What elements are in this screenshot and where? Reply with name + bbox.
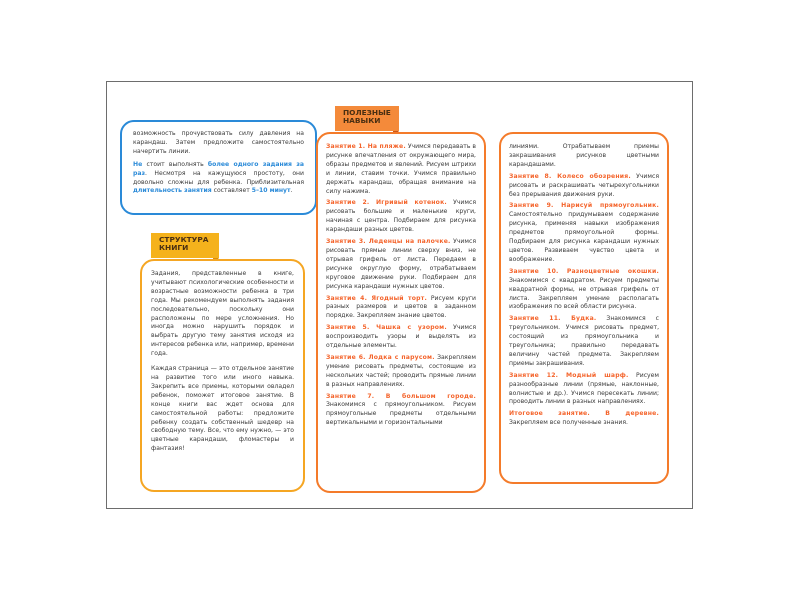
intro-paragraph: возможность прочувствовать силу давления на карандаш. Затем предложите самостоятельно начертить линии. (133, 130, 304, 155)
lesson-7-text: Знакомимся с прямоугольником. Рисуем прямоугольные предметы отдельными вертикальными и горизонтальными (326, 401, 476, 427)
lesson-1-title: Занятие 1. На пляже. (326, 143, 406, 150)
lesson-5-text: Учимся воспроизводить узоры и выделять из отдельные элементы. (326, 324, 477, 350)
lesson-8-text: Учимся рисовать и раскрашивать четырехугольники без прерывания движения руки. (509, 172, 660, 198)
lesson-1-text: Учимся передавать в рисунке впечатления от окружающего мира, образы предметов и явлений. Рисуем штрихи и линии, ставим точки. Учимся правильно держать карандаш, обращая внимание на силу нажима. (326, 143, 476, 195)
lesson-6-text: Закрепляем умение рисовать предметы, состоящие из нескольких частей; проводить прямые линии в разных направлениях. (326, 353, 476, 388)
intro-text-b: стоит выполнять (142, 160, 208, 168)
intro-highlight-minutes: 5–10 минут (251, 187, 291, 195)
book-page (106, 81, 693, 509)
lesson-3-text: Учимся рисовать прямые линии сверху вниз, не отрывая грифель от листа. Передаем в рисунке округлую форму, отрабатываем круговое движение руки. Подбираем для рисунка карандаши нужных цветов. (326, 238, 477, 290)
structure-paragraph-1: Задания, представленные в книге, учитывают психологические особенности и возрастные возможности ребенка в три года. Мы рекомендуем выполнять задания последовательно, поскольку они расположены по мере усложнения. Но иногда можно нарушить порядок и выбрать другую тему занятия исходя из интересов ребенка или, например, времени года. (151, 270, 294, 358)
skills-tag-line1: ПОЛЕЗНЫЕ (343, 108, 391, 117)
skills-box-1 (316, 132, 486, 493)
lesson-4-text: Рисуем круги разных размеров и цветов в заданном порядке. Закрепляем знание цветов. (326, 294, 476, 320)
lesson-3-title: Занятие 3. Леденцы на палочке. (326, 238, 451, 246)
intro-text-f: составляет (211, 187, 252, 195)
lesson-12-text: Рисуем разнообразные линии (прямые, наклонные, волнистые и др.). Учимся пересекать линии; проводить линии в разных направлениях. (509, 371, 659, 406)
lesson-8-title: Занятие 8. Колесо обозрения. (509, 172, 631, 180)
skills-box-2 (499, 132, 669, 484)
lesson-7 (326, 393, 476, 429)
lesson-final (509, 410, 659, 428)
intro-box (120, 120, 317, 215)
skills-tag (335, 106, 399, 131)
lesson-9 (509, 202, 659, 264)
lesson-8 (509, 173, 659, 200)
lesson-10-text: Знакомимся с квадратом. Рисуем предметы квадратной формы, не отрывая грифель от листа. Закрепляем умение располагать изображения по всей области рисунка. (509, 276, 659, 311)
intro-text-h: . (290, 187, 293, 195)
intro-highlight-ne: Не (133, 160, 143, 168)
skills-tag-line2: НАВЫКИ (343, 116, 381, 126)
lesson-1 (326, 143, 476, 196)
lesson-7-title: Занятие 7. В большом городе. (326, 392, 476, 400)
lesson-6 (326, 354, 476, 390)
lesson-2 (326, 199, 476, 235)
lesson-10 (509, 268, 659, 313)
lesson-4 (326, 295, 476, 322)
lesson-final-text: Закрепляем все полученные знания. (509, 419, 628, 427)
lesson-11-title: Занятие 11. Будка. (509, 315, 597, 323)
lesson-12-title: Занятие 12. Модный шарф. (509, 371, 629, 379)
intro-note (133, 161, 304, 197)
lesson-11 (509, 315, 659, 368)
lesson-10-title: Занятие 10. Разноцветные окошки. (509, 267, 659, 275)
structure-box (140, 259, 305, 492)
structure-tag-line2: КНИГИ (159, 243, 189, 253)
structure-tag-line1: СТРУКТУРА (159, 235, 209, 244)
lesson-final-title: Итоговое занятие. В деревне. (509, 410, 659, 418)
intro-text-d: . Несмотря на кажущуюся простоту, они довольно сложны для ребенка. Приблизительная (133, 169, 304, 186)
lesson-4-title: Занятие 4. Ягодный торт. (326, 294, 427, 302)
lesson-12 (509, 372, 659, 408)
lesson-9-title: Занятие 9. Нарисуй прямоугольник. (509, 202, 659, 210)
intro-highlight-count: более одного задания за раз (133, 160, 304, 177)
lesson-2-text: Учимся рисовать большие и маленькие круги, начиная с центра. Подбираем для рисунка карандаши разных цветов. (326, 199, 476, 234)
lesson-9-text: Самостоятельно придумываем содержание рисунка, применяя навыки изображения предметов прямоугольной формы. Подбираем для рисунка карандаши нужных цветов. Развиваем чувство цвета и воображение. (509, 211, 659, 263)
lesson-5-title: Занятие 5. Чашка с узором. (326, 324, 447, 332)
lesson-11-text: Знакомимся с треугольником. Учимся рисовать предмет, состоящий из прямоугольника и треугольника; правильно передавать величину частей предмета. Закрепляем приемы закрашивания. (509, 315, 659, 367)
structure-tag (151, 233, 219, 258)
intro-highlight-duration: длительность занятия (133, 187, 212, 195)
lesson-3 (326, 238, 476, 291)
lesson-2-title: Занятие 2. Игривый котенок. (326, 199, 447, 207)
lesson-7-continued: линиями. Отрабатываем приемы закрашивания рисунков цветными карандашами. (509, 143, 659, 168)
structure-paragraph-2: Каждая страница — это отдельное занятие на развитие того или иного навыка. Закрепить все приемы, которыми овладел ребенок, поможет итоговое занятие. В конце книги вас ждет основа для самостоятельной работы: предложите ребенку создать собственный шедевр на свободную тему. Все, что ему нужно, — это цветные карандаши, фломастеры и фантазия! (151, 365, 294, 453)
lesson-5 (326, 324, 476, 351)
lesson-6-title: Занятие 6. Лодка с парусом. (326, 353, 435, 361)
